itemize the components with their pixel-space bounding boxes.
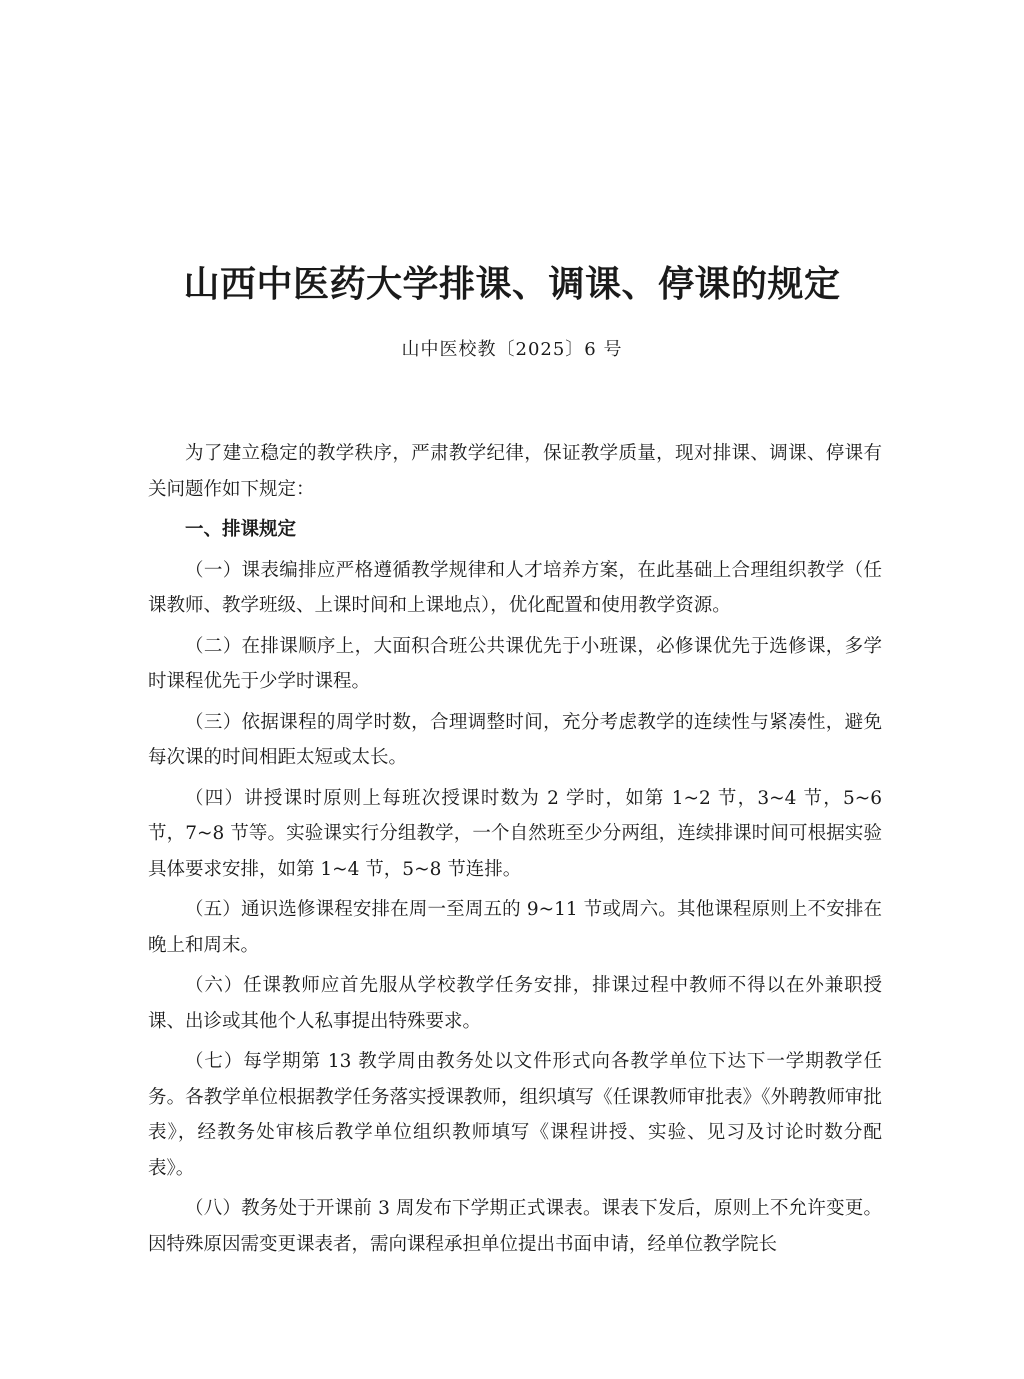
clause-paragraph: （五）通识选修课程安排在周一至周五的 9~11 节或周六。其他课程原则上不安排在晚上和周末。 bbox=[148, 899, 882, 956]
document-body bbox=[148, 436, 882, 1267]
clause-paragraph: （三）依据课程的周学时数，合理调整时间，充分考虑教学的连续性与紧凑性，避免每次课的时间相距太短或太长。 bbox=[148, 711, 882, 768]
clause-paragraph: （二）在排课顺序上，大面积合班公共课优先于小班课，必修课优先于选修课，多学时课程优先于少学时课程。 bbox=[148, 635, 882, 692]
clause-paragraph: （八）教务处于开课前 3 周发布下学期正式课表。课表下发后，原则上不允许变更。因特殊原因需变更课表者，需向课程承担单位提出书面申请，经单位教学院长 bbox=[148, 1198, 882, 1255]
clause-paragraph: （六）任课教师应首先服从学校教学任务安排，排课过程中教师不得以在外兼职授课、出诊或其他个人私事提出特殊要求。 bbox=[148, 975, 882, 1032]
clause-paragraph: （四）讲授课时原则上每班次授课时数为 2 学时，如第 1~2 节，3~4 节，5~6 节，7~8 节等。实验课实行分组教学，一个自然班至少分两组，连续排课时间可根据实验具体要求安排，如第 1~4 节，5~8 节连排。 bbox=[148, 787, 882, 880]
section-heading-scheduling: 一、排课规定 bbox=[185, 519, 297, 540]
clause-paragraph: （一）课表编排应严格遵循教学规律和人才培养方案，在此基础上合理组织教学（任课教师、教学班级、上课时间和上课地点），优化配置和使用教学资源。 bbox=[148, 559, 882, 616]
clause-paragraph: （七）每学期第 13 教学周由教务处以文件形式向各教学单位下达下一学期教学任务。各教学单位根据教学任务落实授课教师，组织填写《任课教师审批表》《外聘教师审批表》，经教务处审核后教学单位组织教师填写《课程讲授、实验、见习及讨论时数分配表》。 bbox=[148, 1051, 882, 1179]
document-title: 山西中医药大学排课、调课、停课的规定 bbox=[183, 264, 841, 305]
intro-paragraph: 为了建立稳定的教学秩序，严肃教学纪律，保证教学质量，现对排课、调课、停课有关问题作如下规定： bbox=[148, 443, 882, 500]
document-number: 山中医校教〔2025〕6 号 bbox=[401, 339, 623, 360]
